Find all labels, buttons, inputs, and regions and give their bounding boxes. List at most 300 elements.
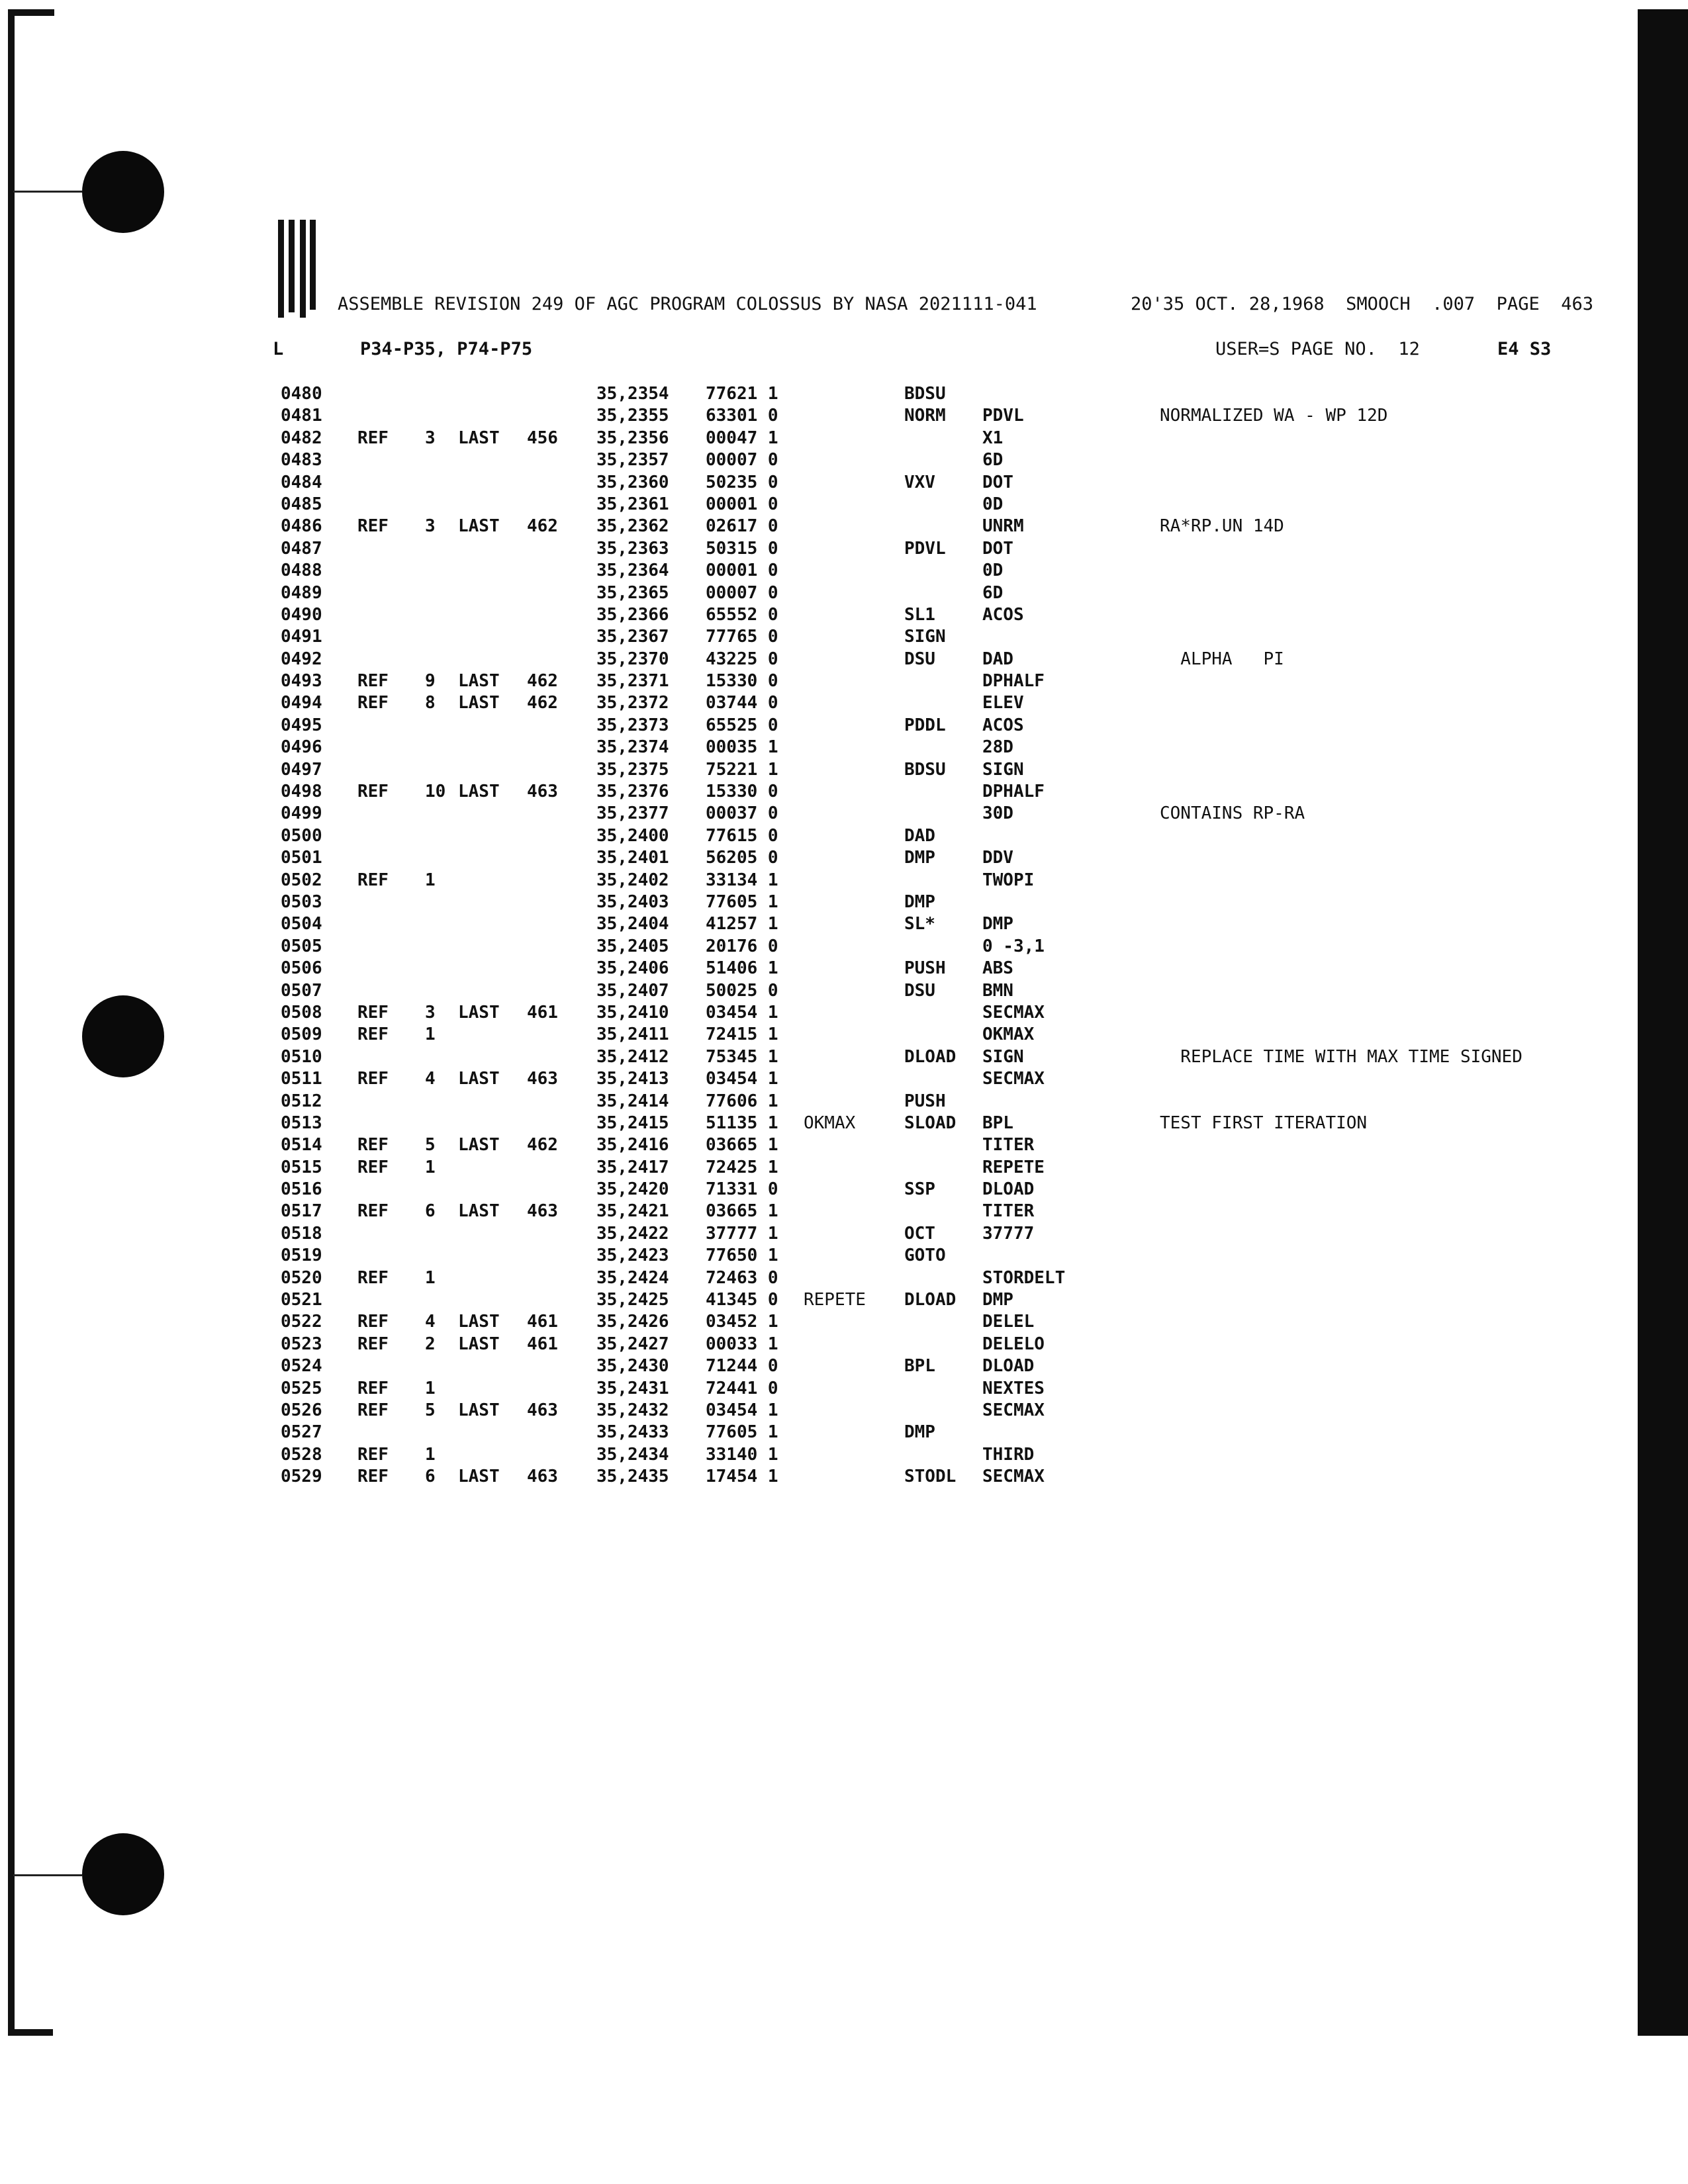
cell-op: SSP bbox=[904, 1179, 935, 1200]
cell-word: 00007 0 bbox=[706, 582, 778, 603]
punch-hole-line-bottom bbox=[13, 1874, 82, 1876]
listing-row bbox=[0, 627, 1638, 649]
listing-row bbox=[0, 649, 1638, 671]
cell-last: LAST bbox=[458, 428, 500, 448]
cell-line: 0510 bbox=[281, 1046, 322, 1067]
cell-addr: 35,2424 bbox=[596, 1267, 669, 1288]
cell-ref: REF bbox=[357, 516, 389, 537]
cell-last: LAST bbox=[458, 1312, 500, 1332]
cell-operand: DMP bbox=[982, 1290, 1013, 1310]
cell-op: SIGN bbox=[904, 627, 946, 647]
cell-operand: BMN bbox=[982, 980, 1013, 1001]
listing-row bbox=[0, 494, 1638, 516]
cell-last: LAST bbox=[458, 1467, 500, 1487]
cell-line: 0501 bbox=[281, 848, 322, 868]
cell-addr: 35,2377 bbox=[596, 803, 669, 824]
cell-line: 0505 bbox=[281, 936, 322, 956]
cell-line: 0493 bbox=[281, 671, 322, 692]
cell-comment: TEST FIRST ITERATION bbox=[1160, 1113, 1368, 1133]
cell-word: 75221 1 bbox=[706, 759, 778, 780]
cell-operand: ACOS bbox=[982, 604, 1024, 625]
marker-letter: L bbox=[273, 339, 284, 359]
page-border-top bbox=[8, 9, 54, 16]
cell-word: 03454 1 bbox=[706, 1002, 778, 1023]
cell-ref: REF bbox=[357, 1157, 389, 1177]
punch-hole-line-top bbox=[13, 191, 82, 193]
cell-line: 0502 bbox=[281, 870, 322, 890]
cell-op: DLOAD bbox=[904, 1046, 957, 1067]
cell-operand: SECMAX bbox=[982, 1002, 1045, 1023]
cell-word: 50025 0 bbox=[706, 980, 778, 1001]
cell-line: 0507 bbox=[281, 980, 322, 1001]
cell-operand: 37777 bbox=[982, 1223, 1035, 1244]
cell-line: 0480 bbox=[281, 384, 322, 404]
cell-word: 77621 1 bbox=[706, 384, 778, 404]
cell-lno: 461 bbox=[527, 1312, 558, 1332]
cell-addr: 35,2406 bbox=[596, 958, 669, 979]
cell-operand: BPL bbox=[982, 1113, 1013, 1133]
cell-line: 0498 bbox=[281, 782, 322, 802]
cell-ref: REF bbox=[357, 1024, 389, 1045]
listing-row bbox=[0, 1091, 1638, 1113]
listing-row bbox=[0, 1400, 1638, 1422]
cell-operand: TITER bbox=[982, 1135, 1035, 1156]
cell-word: 77605 1 bbox=[706, 891, 778, 912]
cell-operand: 0D bbox=[982, 561, 1004, 581]
cell-addr: 35,2412 bbox=[596, 1046, 669, 1067]
cell-addr: 35,2402 bbox=[596, 870, 669, 890]
listing-header-right: 20'35 OCT. 28,1968 SMOOCH .007 PAGE 463 bbox=[1131, 294, 1593, 314]
cell-word: 03744 0 bbox=[706, 693, 778, 713]
cell-op: BDSU bbox=[904, 384, 946, 404]
cell-operand: UNRM bbox=[982, 516, 1024, 537]
cell-word: 03454 1 bbox=[706, 1069, 778, 1089]
cell-line: 0504 bbox=[281, 914, 322, 934]
listing-row bbox=[0, 1224, 1638, 1246]
cell-ref: REF bbox=[357, 1400, 389, 1420]
cell-addr: 35,2410 bbox=[596, 1002, 669, 1023]
cell-line: 0522 bbox=[281, 1312, 322, 1332]
cell-addr: 35,2415 bbox=[596, 1113, 669, 1133]
cell-addr: 35,2401 bbox=[596, 848, 669, 868]
cell-operand: DLOAD bbox=[982, 1356, 1035, 1377]
cell-operand: REPETE bbox=[982, 1157, 1045, 1177]
cell-addr: 35,2420 bbox=[596, 1179, 669, 1200]
cell-comment: RA*RP.UN 14D bbox=[1160, 516, 1284, 537]
cell-line: 0517 bbox=[281, 1201, 322, 1222]
cell-word: 15330 0 bbox=[706, 782, 778, 802]
cell-word: 00035 1 bbox=[706, 737, 778, 758]
cell-last: LAST bbox=[458, 693, 500, 713]
listing-row bbox=[0, 760, 1638, 782]
cell-cnt: 6 bbox=[425, 1201, 436, 1222]
cell-addr: 35,2421 bbox=[596, 1201, 669, 1222]
listing-row bbox=[0, 1135, 1638, 1157]
cell-line: 0485 bbox=[281, 494, 322, 514]
cell-word: 00047 1 bbox=[706, 428, 778, 448]
cell-addr: 35,2416 bbox=[596, 1135, 669, 1156]
cell-op: GOTO bbox=[904, 1246, 946, 1266]
cell-word: 75345 1 bbox=[706, 1046, 778, 1067]
cell-addr: 35,2365 bbox=[596, 582, 669, 603]
cell-ref: REF bbox=[357, 1135, 389, 1156]
cell-operand: DOT bbox=[982, 538, 1013, 559]
cell-addr: 35,2373 bbox=[596, 715, 669, 735]
cell-word: 03454 1 bbox=[706, 1400, 778, 1420]
cell-addr: 35,2411 bbox=[596, 1024, 669, 1045]
cell-op: SLOAD bbox=[904, 1113, 957, 1133]
cell-ref: REF bbox=[357, 1002, 389, 1023]
cell-line: 0496 bbox=[281, 737, 322, 758]
cell-last: LAST bbox=[458, 1002, 500, 1023]
listing-row bbox=[0, 406, 1638, 428]
cell-op: OCT bbox=[904, 1223, 935, 1244]
listing-row bbox=[0, 1246, 1638, 1267]
cell-line: 0497 bbox=[281, 759, 322, 780]
cell-line: 0512 bbox=[281, 1091, 322, 1111]
cell-word: 00007 0 bbox=[706, 450, 778, 471]
cell-ref: REF bbox=[357, 782, 389, 802]
cell-op: PUSH bbox=[904, 958, 946, 979]
user-page-number: USER=S PAGE NO. 12 bbox=[1215, 339, 1420, 359]
listing-row bbox=[0, 848, 1638, 870]
section-title: P34-P35, P74-P75 bbox=[360, 339, 533, 359]
listing-row bbox=[0, 693, 1638, 715]
cell-line: 0529 bbox=[281, 1467, 322, 1487]
listing-row bbox=[0, 384, 1638, 406]
cell-ref: REF bbox=[357, 671, 389, 692]
cell-line: 0516 bbox=[281, 1179, 322, 1200]
listing-row bbox=[0, 450, 1638, 472]
cell-word: 50235 0 bbox=[706, 472, 778, 492]
cell-line: 0500 bbox=[281, 825, 322, 846]
cell-line: 0484 bbox=[281, 472, 322, 492]
cell-ref: REF bbox=[357, 1444, 389, 1465]
cell-word: 17454 1 bbox=[706, 1467, 778, 1487]
cell-word: 72415 1 bbox=[706, 1024, 778, 1045]
cell-line: 0481 bbox=[281, 406, 322, 426]
cell-word: 00001 0 bbox=[706, 494, 778, 514]
listing-row bbox=[0, 737, 1638, 759]
cell-addr: 35,2367 bbox=[596, 627, 669, 647]
cell-addr: 35,2431 bbox=[596, 1378, 669, 1398]
cell-addr: 35,2413 bbox=[596, 1069, 669, 1089]
cell-line: 0490 bbox=[281, 604, 322, 625]
cell-op: DAD bbox=[904, 825, 935, 846]
cell-lno: 462 bbox=[527, 516, 558, 537]
cell-line: 0508 bbox=[281, 1002, 322, 1023]
cell-ref: REF bbox=[357, 1267, 389, 1288]
cell-line: 0524 bbox=[281, 1356, 322, 1377]
cell-word: 03452 1 bbox=[706, 1312, 778, 1332]
cell-last: LAST bbox=[458, 1135, 500, 1156]
cell-word: 33134 1 bbox=[706, 870, 778, 890]
cell-line: 0488 bbox=[281, 561, 322, 581]
cell-addr: 35,2363 bbox=[596, 538, 669, 559]
cell-word: 37777 1 bbox=[706, 1223, 778, 1244]
cell-addr: 35,2376 bbox=[596, 782, 669, 802]
cell-op: PUSH bbox=[904, 1091, 946, 1111]
listing-row bbox=[0, 583, 1638, 605]
cell-operand: DMP bbox=[982, 914, 1013, 934]
cell-cnt: 10 bbox=[425, 782, 446, 802]
listing-row bbox=[0, 605, 1638, 627]
listing-row bbox=[0, 958, 1638, 980]
cell-line: 0494 bbox=[281, 693, 322, 713]
cell-comment: REPLACE TIME WITH MAX TIME SIGNED bbox=[1160, 1046, 1523, 1067]
cell-operand: DELEL bbox=[982, 1312, 1035, 1332]
cell-line: 0523 bbox=[281, 1334, 322, 1354]
cell-word: 03665 1 bbox=[706, 1135, 778, 1156]
cell-addr: 35,2354 bbox=[596, 384, 669, 404]
cell-word: 71331 0 bbox=[706, 1179, 778, 1200]
cell-last: LAST bbox=[458, 1400, 500, 1420]
cell-operand: DPHALF bbox=[982, 671, 1045, 692]
cell-operand: DPHALF bbox=[982, 782, 1045, 802]
cell-cnt: 9 bbox=[425, 671, 436, 692]
cell-last: LAST bbox=[458, 1069, 500, 1089]
cell-cnt: 1 bbox=[425, 1267, 436, 1288]
cell-addr: 35,2405 bbox=[596, 936, 669, 956]
listing-row bbox=[0, 1334, 1638, 1356]
listing-row bbox=[0, 1312, 1638, 1334]
cell-addr: 35,2434 bbox=[596, 1444, 669, 1465]
cell-addr: 35,2427 bbox=[596, 1334, 669, 1354]
listing-row bbox=[0, 539, 1638, 561]
cell-label: OKMAX bbox=[804, 1113, 856, 1133]
cell-op: DLOAD bbox=[904, 1290, 957, 1310]
cell-operand: OKMAX bbox=[982, 1024, 1035, 1045]
cell-cnt: 8 bbox=[425, 693, 436, 713]
cell-line: 0492 bbox=[281, 649, 322, 669]
cell-ref: REF bbox=[357, 1201, 389, 1222]
punch-hole-top bbox=[82, 151, 164, 233]
cell-word: 43225 0 bbox=[706, 649, 778, 669]
cell-addr: 35,2400 bbox=[596, 825, 669, 846]
cell-operand: ACOS bbox=[982, 715, 1024, 735]
cell-line: 0503 bbox=[281, 891, 322, 912]
cell-lno: 462 bbox=[527, 693, 558, 713]
cell-last: LAST bbox=[458, 1201, 500, 1222]
cell-op: BPL bbox=[904, 1356, 935, 1377]
cell-ref: REF bbox=[357, 693, 389, 713]
cell-word: 65552 0 bbox=[706, 604, 778, 625]
cell-operand: 6D bbox=[982, 450, 1004, 471]
cell-ref: REF bbox=[357, 1069, 389, 1089]
cell-last: LAST bbox=[458, 516, 500, 537]
cell-cnt: 3 bbox=[425, 428, 436, 448]
cell-last: LAST bbox=[458, 671, 500, 692]
cell-comment: NORMALIZED WA - WP 12D bbox=[1160, 406, 1388, 426]
cell-operand: DOT bbox=[982, 472, 1013, 492]
cell-ref: REF bbox=[357, 870, 389, 890]
cell-line: 0491 bbox=[281, 627, 322, 647]
cell-line: 0525 bbox=[281, 1378, 322, 1398]
cell-addr: 35,2422 bbox=[596, 1223, 669, 1244]
listing-row bbox=[0, 914, 1638, 936]
cell-op: PDDL bbox=[904, 715, 946, 735]
cell-line: 0487 bbox=[281, 538, 322, 559]
cell-line: 0482 bbox=[281, 428, 322, 448]
cell-line: 0495 bbox=[281, 715, 322, 735]
cell-label: REPETE bbox=[804, 1290, 866, 1310]
listing-row bbox=[0, 826, 1638, 848]
cell-cnt: 1 bbox=[425, 1378, 436, 1398]
cell-line: 0514 bbox=[281, 1135, 322, 1156]
cell-ref: REF bbox=[357, 1334, 389, 1354]
cell-line: 0521 bbox=[281, 1290, 322, 1310]
cell-operand: 0 -3,1 bbox=[982, 936, 1045, 956]
cell-operand: 30D bbox=[982, 803, 1013, 824]
cell-lno: 462 bbox=[527, 671, 558, 692]
listing-row bbox=[0, 981, 1638, 1003]
cell-lno: 461 bbox=[527, 1334, 558, 1354]
listing-row bbox=[0, 1268, 1638, 1290]
cell-line: 0520 bbox=[281, 1267, 322, 1288]
cell-lno: 463 bbox=[527, 1400, 558, 1420]
listing-header-left: ASSEMBLE REVISION 249 OF AGC PROGRAM COLOSSUS BY NASA 2021111-041 bbox=[338, 294, 1037, 314]
cell-ref: REF bbox=[357, 428, 389, 448]
cell-operand: STORDELT bbox=[982, 1267, 1066, 1288]
cell-cnt: 4 bbox=[425, 1069, 436, 1089]
cell-word: 65525 0 bbox=[706, 715, 778, 735]
cell-line: 0527 bbox=[281, 1422, 322, 1443]
cell-operand: ELEV bbox=[982, 693, 1024, 713]
cell-lno: 462 bbox=[527, 1135, 558, 1156]
cell-word: 00037 0 bbox=[706, 803, 778, 824]
listing-row bbox=[0, 1290, 1638, 1312]
cell-addr: 35,2370 bbox=[596, 649, 669, 669]
cell-operand: TWOPI bbox=[982, 870, 1035, 890]
cell-cnt: 1 bbox=[425, 1024, 436, 1045]
listing-row bbox=[0, 671, 1638, 693]
cell-cnt: 3 bbox=[425, 516, 436, 537]
cell-word: 56205 0 bbox=[706, 848, 778, 868]
cell-operand: TITER bbox=[982, 1201, 1035, 1222]
cell-last: LAST bbox=[458, 1334, 500, 1354]
cell-word: 51135 1 bbox=[706, 1113, 778, 1133]
cell-addr: 35,2371 bbox=[596, 671, 669, 692]
cell-addr: 35,2361 bbox=[596, 494, 669, 514]
cell-comment: ALPHA PI bbox=[1160, 649, 1284, 669]
cell-cnt: 6 bbox=[425, 1467, 436, 1487]
cell-word: 33140 1 bbox=[706, 1444, 778, 1465]
cell-word: 20176 0 bbox=[706, 936, 778, 956]
listing-row bbox=[0, 782, 1638, 803]
cell-op: DMP bbox=[904, 1422, 935, 1443]
listing-row bbox=[0, 1379, 1638, 1400]
cell-addr: 35,2432 bbox=[596, 1400, 669, 1420]
cell-word: 00033 1 bbox=[706, 1334, 778, 1354]
cell-lno: 463 bbox=[527, 1201, 558, 1222]
cell-word: 72463 0 bbox=[706, 1267, 778, 1288]
listing-row bbox=[0, 1158, 1638, 1179]
cell-operand: DLOAD bbox=[982, 1179, 1035, 1200]
cell-op: DSU bbox=[904, 649, 935, 669]
cell-addr: 35,2356 bbox=[596, 428, 669, 448]
page-code: E4 S3 bbox=[1497, 339, 1552, 359]
cell-lno: 463 bbox=[527, 1069, 558, 1089]
cell-last: LAST bbox=[458, 782, 500, 802]
assembly-listing bbox=[0, 384, 1638, 1489]
cell-word: 41257 1 bbox=[706, 914, 778, 934]
cell-addr: 35,2426 bbox=[596, 1312, 669, 1332]
cell-line: 0515 bbox=[281, 1157, 322, 1177]
cell-operand: SIGN bbox=[982, 759, 1024, 780]
cell-cnt: 1 bbox=[425, 870, 436, 890]
cell-operand: 6D bbox=[982, 582, 1004, 603]
listing-row bbox=[0, 1003, 1638, 1024]
cell-addr: 35,2423 bbox=[596, 1246, 669, 1266]
cell-line: 0519 bbox=[281, 1246, 322, 1266]
cell-word: 71244 0 bbox=[706, 1356, 778, 1377]
listing-row bbox=[0, 473, 1638, 494]
cell-operand: DELELO bbox=[982, 1334, 1045, 1354]
cell-op: DMP bbox=[904, 891, 935, 912]
cell-operand: X1 bbox=[982, 428, 1004, 448]
listing-row bbox=[0, 870, 1638, 892]
listing-row bbox=[0, 1201, 1638, 1223]
cell-addr: 35,2433 bbox=[596, 1422, 669, 1443]
cell-cnt: 5 bbox=[425, 1400, 436, 1420]
cell-addr: 35,2375 bbox=[596, 759, 669, 780]
listing-row bbox=[0, 1356, 1638, 1378]
cell-operand: DDV bbox=[982, 848, 1013, 868]
cell-op: STODL bbox=[904, 1467, 957, 1487]
listing-row bbox=[0, 936, 1638, 958]
cell-cnt: 2 bbox=[425, 1334, 436, 1354]
cell-word: 63301 0 bbox=[706, 406, 778, 426]
cell-addr: 35,2425 bbox=[596, 1290, 669, 1310]
cell-line: 0483 bbox=[281, 450, 322, 471]
cell-word: 77606 1 bbox=[706, 1091, 778, 1111]
cell-addr: 35,2414 bbox=[596, 1091, 669, 1111]
cell-addr: 35,2417 bbox=[596, 1157, 669, 1177]
cell-word: 41345 0 bbox=[706, 1290, 778, 1310]
listing-row bbox=[0, 561, 1638, 582]
cell-word: 72441 0 bbox=[706, 1378, 778, 1398]
cell-word: 77765 0 bbox=[706, 627, 778, 647]
cell-word: 00001 0 bbox=[706, 561, 778, 581]
cell-operand: ABS bbox=[982, 958, 1013, 979]
cell-line: 0528 bbox=[281, 1444, 322, 1465]
cell-line: 0486 bbox=[281, 516, 322, 537]
cell-line: 0518 bbox=[281, 1223, 322, 1244]
cell-addr: 35,2357 bbox=[596, 450, 669, 471]
page-border-right bbox=[1638, 9, 1688, 2036]
cell-addr: 35,2355 bbox=[596, 406, 669, 426]
cell-operand: SECMAX bbox=[982, 1467, 1045, 1487]
cell-addr: 35,2403 bbox=[596, 891, 669, 912]
listing-row bbox=[0, 1467, 1638, 1488]
cell-operand: NEXTES bbox=[982, 1378, 1045, 1398]
punch-hole-bottom bbox=[82, 1833, 164, 1915]
cell-addr: 35,2407 bbox=[596, 980, 669, 1001]
cell-addr: 35,2435 bbox=[596, 1467, 669, 1487]
cell-word: 51406 1 bbox=[706, 958, 778, 979]
cell-word: 77615 0 bbox=[706, 825, 778, 846]
cell-op: SL* bbox=[904, 914, 935, 934]
cell-operand: DAD bbox=[982, 649, 1013, 669]
listing-row bbox=[0, 1422, 1638, 1444]
cell-addr: 35,2430 bbox=[596, 1356, 669, 1377]
cell-cnt: 1 bbox=[425, 1157, 436, 1177]
cell-addr: 35,2366 bbox=[596, 604, 669, 625]
cell-cnt: 4 bbox=[425, 1312, 436, 1332]
cell-word: 77605 1 bbox=[706, 1422, 778, 1443]
cell-operand: 28D bbox=[982, 737, 1013, 758]
listing-row bbox=[0, 1113, 1638, 1135]
